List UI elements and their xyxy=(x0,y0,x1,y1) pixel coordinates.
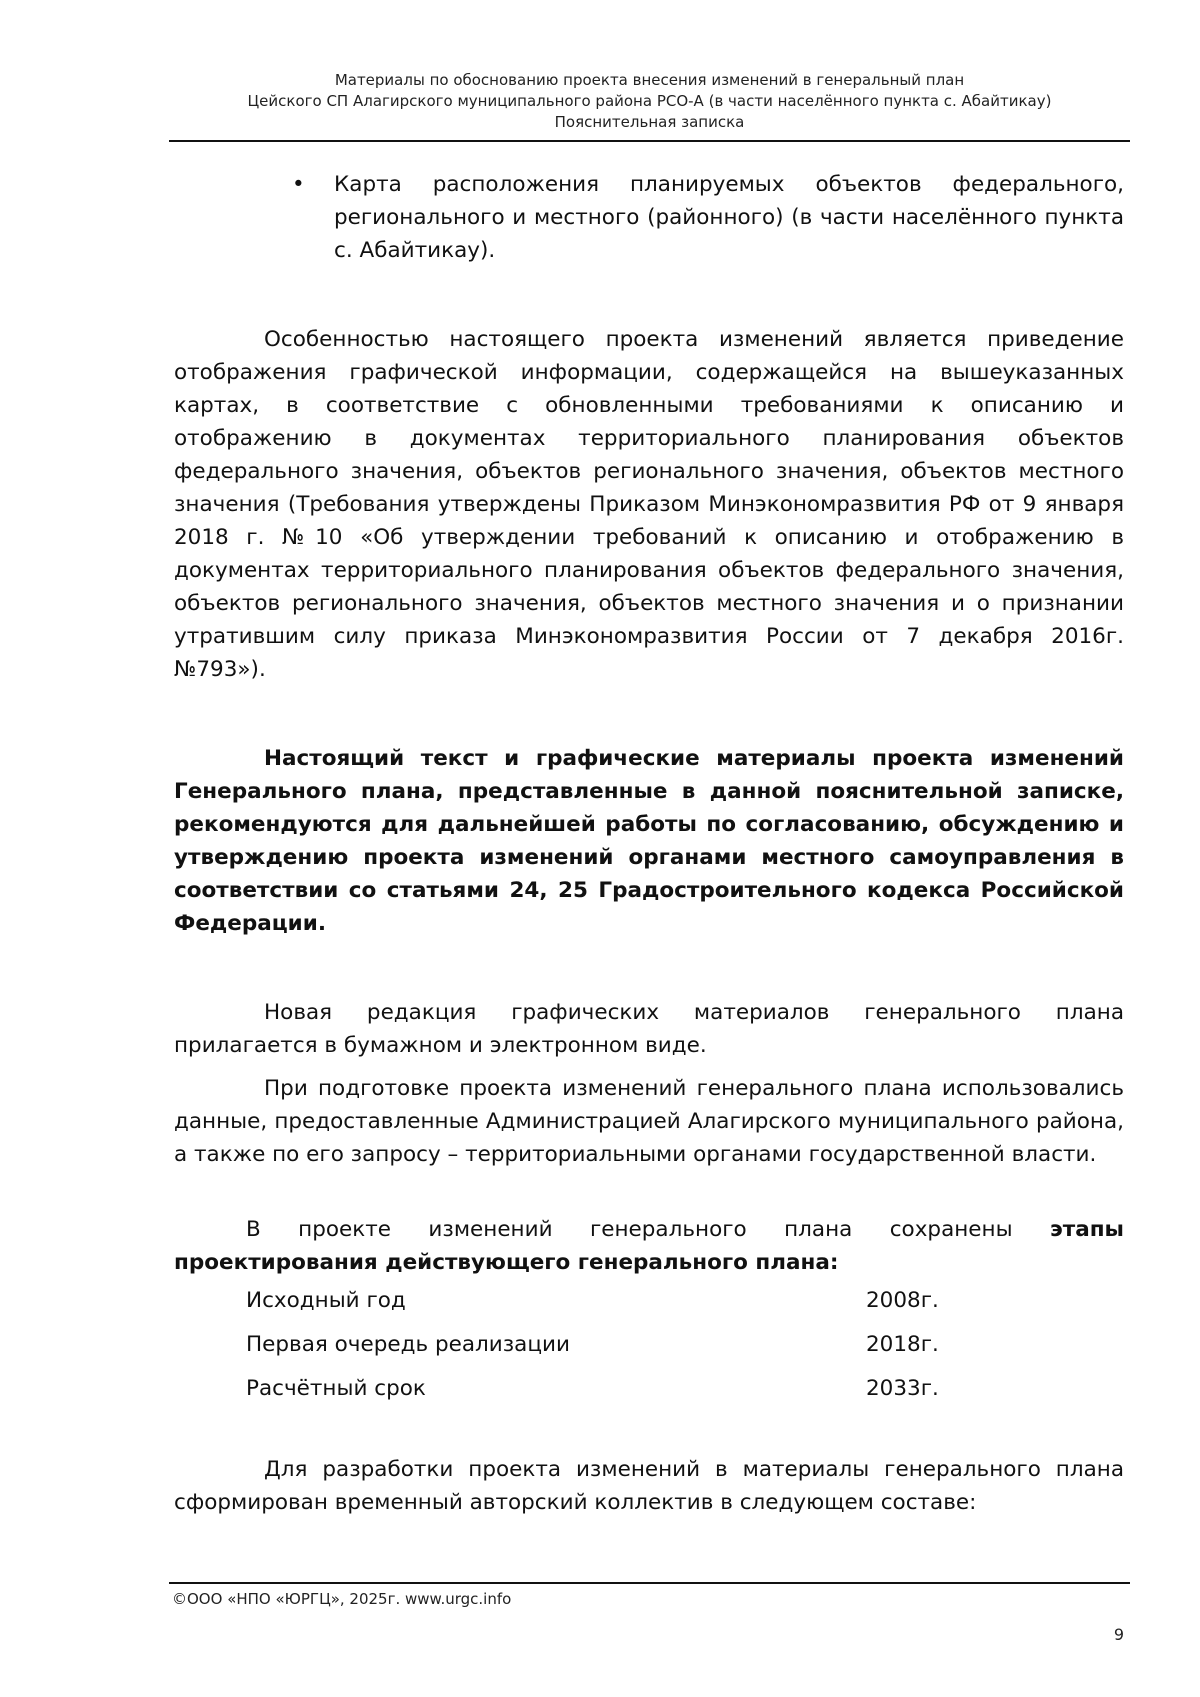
stage-row-design-term xyxy=(246,1367,946,1411)
stages-intro-text: В проекте изменений генерального плана сохранены xyxy=(246,1217,1050,1242)
paragraph-author-team: Для разработки проекта изменений в материалы генерального плана сформирован временный авторский коллектив в следующем составе: xyxy=(174,1457,1124,1515)
stages-list xyxy=(246,1279,946,1411)
header-line-3: Пояснительная записка xyxy=(554,113,745,131)
paragraph-data-sources: При подготовке проекта изменений генерального плана использовались данные, предоставленные Администрацией Алагирского муниципального района, а также по его запросу – территориальными органами государственной власти. xyxy=(174,1076,1124,1167)
stage-year: 2008г. xyxy=(866,1288,939,1313)
header-rule xyxy=(169,140,1130,142)
bullet-item xyxy=(174,168,1124,267)
paragraph-recommendation: Настоящий текст и графические материалы проекта изменений Генерального плана, представленные в данной пояснительной записке, рекомендуются для дальнейшей работы по согласованию, обсуждению и утверждению проекта изменений органами местного самоуправления в соответствии со статьями 24, 25 Градостроительного кодекса Российской Федерации. xyxy=(174,746,1124,936)
paragraph-new-edition: Новая редакция графических материалов генерального плана прилагается в бумажном и электронном виде. xyxy=(174,1000,1124,1058)
bullet-text: Карта расположения планируемых объектов федерального, регионального и местного (районного) (в части населённого пункта с. Абайтикау). xyxy=(334,172,1124,263)
stages-intro-bold: этапы проектирования действующего генерального плана: xyxy=(174,1217,1124,1275)
stage-year: 2018г. xyxy=(866,1332,939,1357)
bullet-mark: • xyxy=(292,172,305,197)
page-content xyxy=(174,168,1124,1519)
paragraph-stages-intro xyxy=(174,1213,1124,1279)
header-line-1: Материалы по обоснованию проекта внесения изменений в генеральный план xyxy=(334,71,965,89)
paragraph-features: Особенностью настоящего проекта изменений является приведение отображения графической информации, содержащейся на вышеуказанных картах, в соответствие с обновленными требованиями к описанию и отображению в документах территориального планирования объектов федерального значения, объектов регионального значения, объектов местного значения (Требования утверждены Приказом Минэкономразвития РФ от 9 января 2018 г. №10 «Об утверждении требований к описанию и отображению в документах территориального планирования объектов федерального значения, объектов регионального значения, объектов местного значения и о признании утратившим силу приказа Минэкономразвития России от 7 декабря 2016г. №793»). xyxy=(174,327,1124,682)
page-header xyxy=(169,70,1130,133)
page-number: 9 xyxy=(1113,1625,1124,1644)
footer-copyright: ©ООО «НПО «ЮРГЦ», 2025г. www.urgc.info xyxy=(172,1590,512,1608)
header-line-2: Цейского СП Алагирского муниципального района РСО-А (в части населённого пункта с. Абайтикау) xyxy=(247,92,1052,110)
stage-row-first-phase xyxy=(246,1323,946,1367)
stage-label: Расчётный срок xyxy=(246,1376,426,1401)
stage-row-initial xyxy=(246,1279,946,1323)
footer-rule xyxy=(169,1582,1130,1584)
stage-year: 2033г. xyxy=(866,1376,939,1401)
stage-label: Первая очередь реализации xyxy=(246,1332,570,1357)
stage-label: Исходный год xyxy=(246,1288,406,1313)
